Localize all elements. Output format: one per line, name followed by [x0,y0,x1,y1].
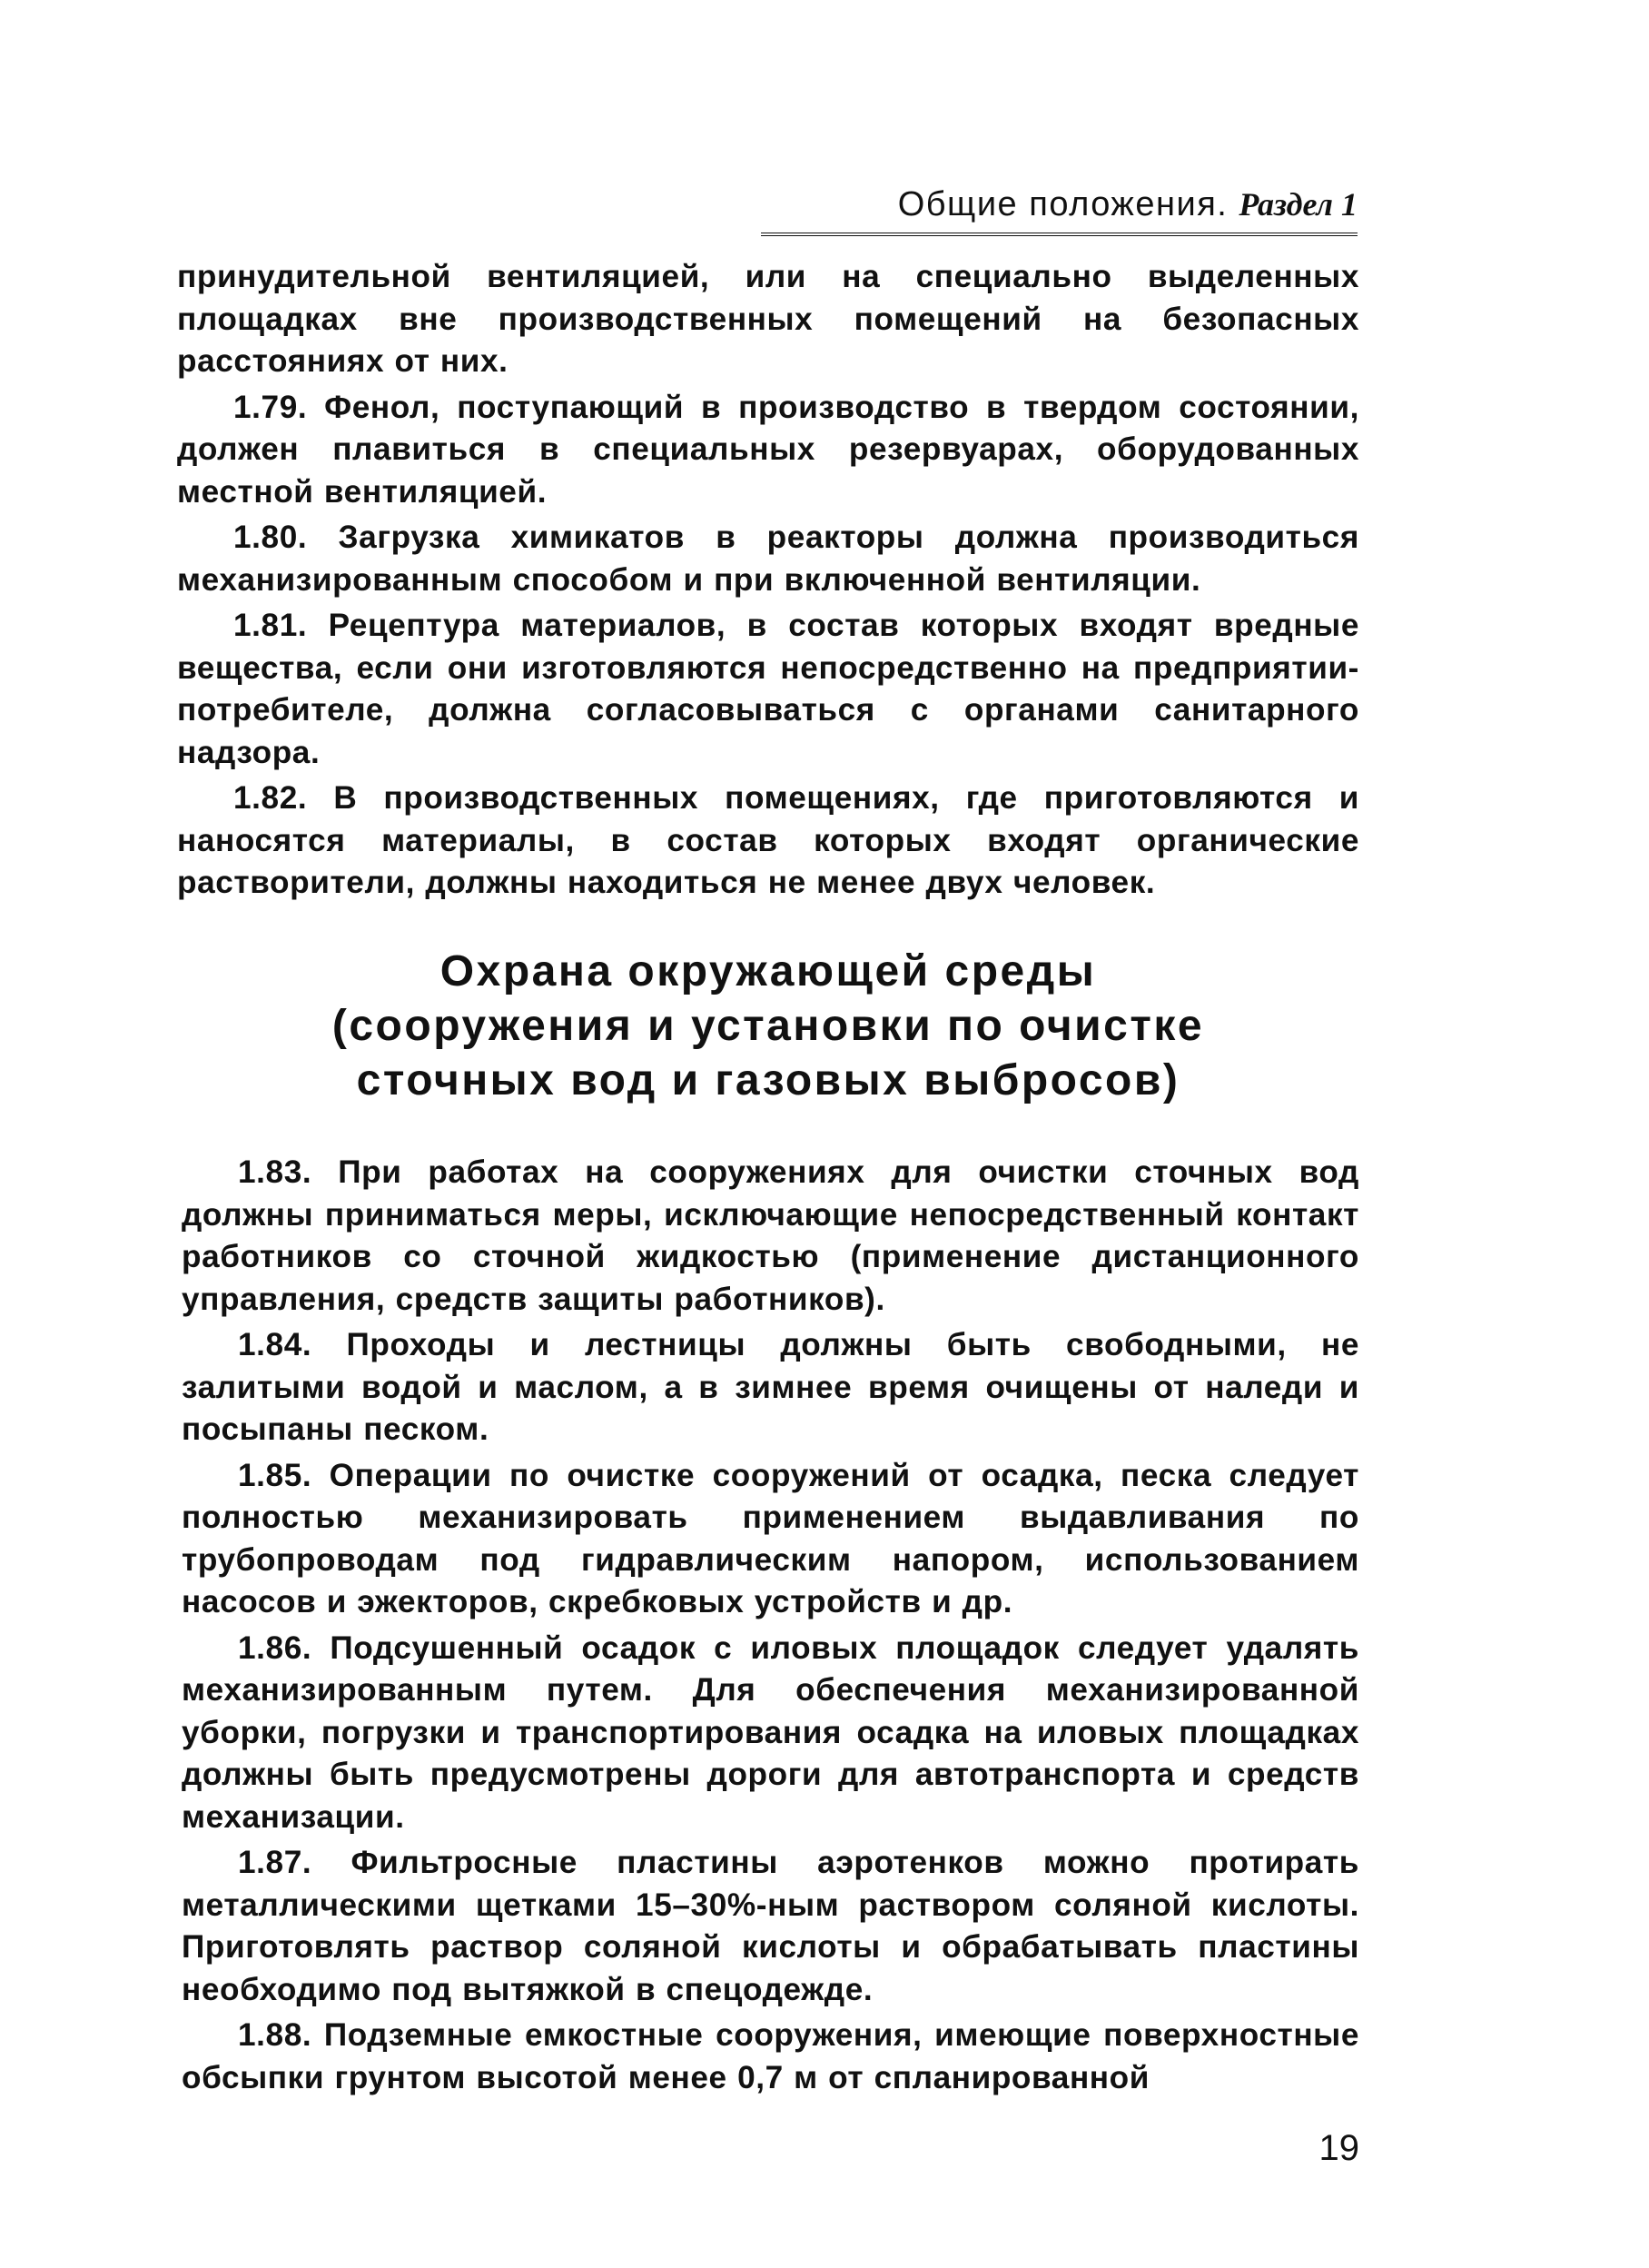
heading-line-1: Охрана окружающей среды [439,947,1097,995]
paragraph-1-80: 1.80. Загрузка химикатов в реакторы должна производиться механизированным способом и при включенной вентиляции. [177,520,1359,598]
paragraph-continued: принудительной вентиляцией, или на специально выделенных площадках вне производственных помещений на безопасных расстояниях от них. [177,259,1359,379]
paragraph-1-83: 1.83. При работах на сооружениях для очистки сточных вод должны приниматься меры, исключающие непосредственный контакт работников со сточной жидкостью (применение дистанционного управления, средств защиты работников). [182,1154,1359,1317]
heading-line-3: сточных вод и газовых выбросов) [356,1056,1180,1104]
page-number: 19 [1318,2128,1359,2168]
header-section: Раздел 1 [1239,186,1358,223]
paragraph-1-87: 1.87. Фильтросные пластины аэротенков можно протирать металлическими щетками 15–30%-ным раствором соляной кислоты. Приготовлять раствор соляной кислоты и обрабатывать пластины необходимо под вытяжкой в спецодежде. [182,1845,1359,2007]
paragraph-1-88: 1.88. Подземные емкостные сооружения, имеющие поверхностные обсыпки грунтом высотой менее 0,7 м от спланированной [182,2017,1359,2095]
paragraph-1-82: 1.82. В производственных помещениях, где приготовляются и наносятся материалы, в состав которых входят органические растворители, должны находиться не менее двух человек. [177,780,1359,900]
heading-line-2: (сооружения и установки по очистке [331,1002,1205,1050]
paragraph-1-81: 1.81. Рецептура материалов, в состав которых входят вредные вещества, если они изготовляются непосредственно на предприятии-потребителе, должна согласовываться с органами санитарного надзора. [177,608,1359,770]
paragraph-1-84: 1.84. Проходы и лестницы должны быть свободными, не залитыми водой и маслом, а в зимнее время очищены от наледи и посыпаны песком. [182,1327,1359,1447]
bottom-text-block [182,1152,1359,2103]
paragraph-1-79: 1.79. Фенол, поступающий в производство в твердом состоянии, должен плавиться в специальных резервуарах, оборудованных местной вентиляцией. [177,389,1359,510]
running-header [761,182,1358,236]
paragraph-1-85: 1.85. Операции по очистке сооружений от осадка, песка следует полностью механизировать применением выдавливания по трубопроводам под гидравлическим напором, использованием насосов и эжекторов, скребковых устройств и др. [182,1457,1359,1619]
header-title: Общие положения. [897,185,1229,223]
paragraph-1-86: 1.86. Подсушенный осадок с иловых площадок следует удалять механизированным путем. Для обеспечения механизированной уборки, погрузки и транспортирования осадка на иловых площадках должны быть предусмотрены дороги для автотранспорта и средств механизации. [182,1629,1359,1835]
section-heading [177,945,1359,1108]
top-text-block [177,256,1359,908]
